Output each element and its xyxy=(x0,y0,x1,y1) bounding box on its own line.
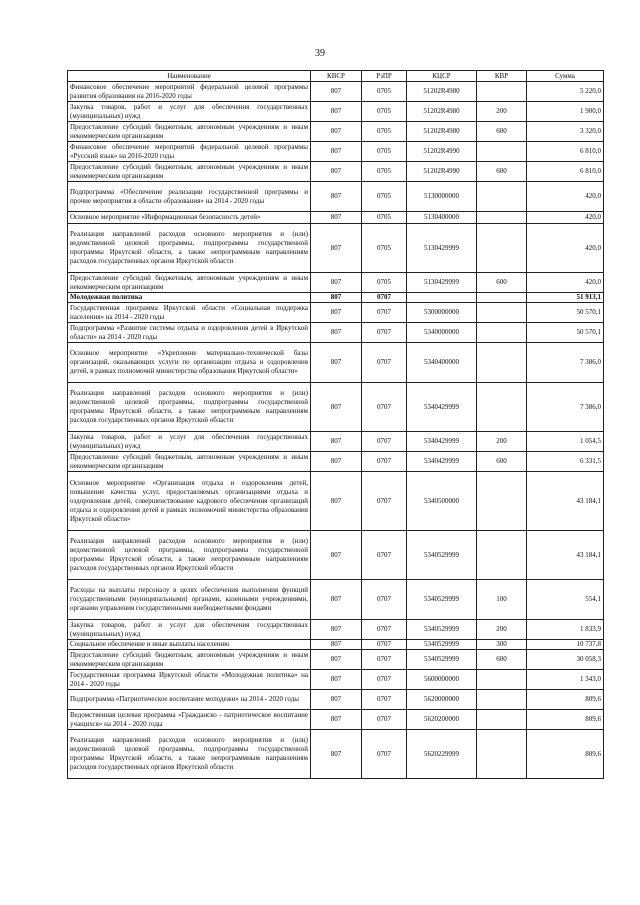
row-name: Предоставление субсидий бюджетным, автономным учреждениям и иным некоммерческим организациям xyxy=(68,162,311,182)
row-kvr: 200 xyxy=(477,102,527,122)
page-number: 39 xyxy=(315,48,325,59)
row-kvsr: 807 xyxy=(311,531,362,580)
row-kvsr: 807 xyxy=(311,580,362,620)
row-rzpr: 0707 xyxy=(362,710,407,730)
row-rzpr: 0707 xyxy=(362,452,407,472)
row-kvsr: 807 xyxy=(311,122,362,142)
table-row xyxy=(68,640,604,650)
row-kcsr: 5340529999 xyxy=(407,640,477,650)
row-sum: 6 810,0 xyxy=(527,162,604,182)
row-kvsr: 807 xyxy=(311,303,362,323)
row-kcsr: 5600000000 xyxy=(407,670,477,690)
row-kcsr: 51202R4990 xyxy=(407,142,477,162)
table-row xyxy=(68,710,604,730)
row-name: Реализация направлений расходов основного мероприятия и (или) ведомственной целевой программы, подпрограммы государственной программы Иркутской области, а также непрограммным направлениям расходов государственных органов Иркутской области xyxy=(68,531,311,580)
table-row xyxy=(68,122,604,142)
row-kcsr: 5340429999 xyxy=(407,432,477,452)
row-kvr xyxy=(477,383,527,432)
row-name: Финансовое обеспечение мероприятий федеральной целевой программы «Русский язык» на 2016-2020 годы xyxy=(68,142,311,162)
header-kvr: КВР xyxy=(477,71,527,82)
row-kvsr: 807 xyxy=(311,182,362,212)
row-kcsr: 5340000000 xyxy=(407,323,477,343)
row-rzpr: 0705 xyxy=(362,162,407,182)
row-sum: 420,0 xyxy=(527,273,604,293)
table-row xyxy=(68,224,604,273)
row-kvr: 600 xyxy=(477,162,527,182)
row-sum: 809,6 xyxy=(527,730,604,779)
row-rzpr: 0707 xyxy=(362,432,407,452)
row-sum: 1 054,5 xyxy=(527,432,604,452)
row-rzpr: 0707 xyxy=(362,580,407,620)
row-kvr xyxy=(477,142,527,162)
row-rzpr: 0707 xyxy=(362,383,407,432)
row-name: Предоставление субсидий бюджетным, автономным учреждениям и иным некоммерческим организациям xyxy=(68,273,311,293)
row-sum: 43 184,1 xyxy=(527,472,604,531)
row-kvr xyxy=(477,690,527,710)
row-name: Расходы на выплаты персоналу в целях обеспечения выполнения функций государственными (муниципальными) органами, казенными учреждениями, органами управления государственными внебюджетными фондами xyxy=(68,580,311,620)
row-kcsr: 5340529999 xyxy=(407,531,477,580)
table-row xyxy=(68,82,604,102)
row-sum: 50 570,1 xyxy=(527,303,604,323)
row-sum: 809,6 xyxy=(527,690,604,710)
row-kvsr: 807 xyxy=(311,670,362,690)
header-kcsr: КЦСР xyxy=(407,71,477,82)
row-name: Реализация направлений расходов основного мероприятия и (или) ведомственной целевой программы, подпрограммы государственной программы Иркутской области, а также непрограммным направлениям расходов государственных органов Иркутской области xyxy=(68,730,311,779)
row-kcsr: 5300000000 xyxy=(407,303,477,323)
row-kvr xyxy=(477,303,527,323)
row-kvsr: 807 xyxy=(311,212,362,224)
row-kvr: 600 xyxy=(477,650,527,670)
row-name: Основное мероприятие «Информационная безопасность детей» xyxy=(68,212,311,224)
row-name: Предоставление субсидий бюджетным, автономным учреждениям и иным некоммерческим организациям xyxy=(68,452,311,472)
table-row xyxy=(68,182,604,212)
row-rzpr: 0707 xyxy=(362,650,407,670)
row-rzpr: 0705 xyxy=(362,182,407,212)
row-sum: 1 343,0 xyxy=(527,670,604,690)
row-kcsr: 5340529999 xyxy=(407,580,477,620)
table-row xyxy=(68,580,604,620)
row-sum: 50 570,1 xyxy=(527,323,604,343)
row-kvr xyxy=(477,323,527,343)
row-kvr xyxy=(477,343,527,383)
table-row xyxy=(68,452,604,472)
row-kcsr: 5620200000 xyxy=(407,710,477,730)
row-kcsr: 5340429999 xyxy=(407,452,477,472)
row-kcsr: 51202R4980 xyxy=(407,82,477,102)
row-kcsr: 5130429999 xyxy=(407,224,477,273)
row-rzpr: 0707 xyxy=(362,670,407,690)
row-kvsr: 807 xyxy=(311,224,362,273)
row-sum: 420,0 xyxy=(527,212,604,224)
row-sum: 1 900,0 xyxy=(527,102,604,122)
row-name: Закупка товаров, работ и услуг для обеспечения государственных (муниципальных) нужд xyxy=(68,102,311,122)
row-name: Финансовое обеспечение мероприятий федеральной целевой программы развития образования на 2016-2020 годы xyxy=(68,82,311,102)
row-kvr: 600 xyxy=(477,122,527,142)
table-row xyxy=(68,670,604,690)
row-kvsr: 807 xyxy=(311,102,362,122)
row-kvsr: 807 xyxy=(311,293,362,303)
row-kvsr: 807 xyxy=(311,730,362,779)
row-sum: 5 220,0 xyxy=(527,82,604,102)
table-row xyxy=(68,343,604,383)
row-name: Государственная программа Иркутской области «Социальная поддержка населения» на 2014 - 2020 годы xyxy=(68,303,311,323)
row-kvsr: 807 xyxy=(311,162,362,182)
row-name: Основное мероприятие «Укрепление материально-технической базы организаций, оказывающих услуги по организации отдыха и оздоровления детей, в рамках полномочий министерства образования Иркутской области» xyxy=(68,343,311,383)
row-rzpr: 0707 xyxy=(362,531,407,580)
row-kvsr: 807 xyxy=(311,452,362,472)
row-kcsr: 5340400000 xyxy=(407,343,477,383)
row-kvsr: 807 xyxy=(311,343,362,383)
row-rzpr: 0705 xyxy=(362,224,407,273)
row-kvr xyxy=(477,710,527,730)
row-kvr xyxy=(477,293,527,303)
row-kvr xyxy=(477,472,527,531)
table-row xyxy=(68,531,604,580)
table-row xyxy=(68,432,604,452)
row-sum: 420,0 xyxy=(527,182,604,212)
row-kvsr: 807 xyxy=(311,710,362,730)
row-kcsr: 5130000000 xyxy=(407,182,477,212)
row-kvr: 200 xyxy=(477,432,527,452)
row-kvr xyxy=(477,730,527,779)
row-sum: 7 386,0 xyxy=(527,383,604,432)
row-kvr xyxy=(477,182,527,212)
row-kvsr: 807 xyxy=(311,690,362,710)
row-rzpr: 0707 xyxy=(362,730,407,779)
row-kvr xyxy=(477,531,527,580)
header-rzpr: РзПР xyxy=(362,71,407,82)
row-kvr xyxy=(477,212,527,224)
table-row xyxy=(68,273,604,293)
table-header-row xyxy=(68,71,604,82)
row-sum: 51 913,1 xyxy=(527,293,604,303)
row-kvr: 200 xyxy=(477,620,527,640)
row-rzpr: 0707 xyxy=(362,303,407,323)
row-kvr xyxy=(477,224,527,273)
row-sum: 6 331,5 xyxy=(527,452,604,472)
row-kvsr: 807 xyxy=(311,273,362,293)
row-rzpr: 0705 xyxy=(362,102,407,122)
row-rzpr: 0707 xyxy=(362,343,407,383)
row-name: Закупка товаров, работ и услуг для обеспечения государственных (муниципальных) нужд xyxy=(68,620,311,640)
table-row xyxy=(68,162,604,182)
header-sum: Сумма xyxy=(527,71,604,82)
row-sum: 6 810,0 xyxy=(527,142,604,162)
row-kvsr: 807 xyxy=(311,82,362,102)
table-row xyxy=(68,730,604,779)
header-name: Наименование xyxy=(68,71,311,82)
row-sum: 420,0 xyxy=(527,224,604,273)
row-kvr xyxy=(477,82,527,102)
row-sum: 43 184,1 xyxy=(527,531,604,580)
row-kcsr: 5130429999 xyxy=(407,273,477,293)
row-kcsr: 5340500000 xyxy=(407,472,477,531)
row-name: Ведомственная целевая программа «Гражданско - патриотическое воспитание учащихся» на 2014 - 2020 годы xyxy=(68,710,311,730)
row-kvsr: 807 xyxy=(311,142,362,162)
row-name: Социальное обеспечение и иные выплаты населению xyxy=(68,640,311,650)
table-row xyxy=(68,472,604,531)
row-kvsr: 807 xyxy=(311,383,362,432)
row-kvsr: 807 xyxy=(311,432,362,452)
row-name: Закупка товаров, работ и услуг для обеспечения государственных (муниципальных) нужд xyxy=(68,432,311,452)
row-name: Государственная программа Иркутской области «Молодежная политика» на 2014 - 2020 годы xyxy=(68,670,311,690)
row-rzpr: 0705 xyxy=(362,82,407,102)
row-kvsr: 807 xyxy=(311,650,362,670)
row-kcsr: 51202R4980 xyxy=(407,122,477,142)
row-rzpr: 0705 xyxy=(362,273,407,293)
row-name: Предоставление субсидий бюджетным, автономным учреждениям и иным некоммерческим организациям xyxy=(68,650,311,670)
table-row xyxy=(68,650,604,670)
row-rzpr: 0707 xyxy=(362,293,407,303)
row-name: Реализация направлений расходов основного мероприятия и (или) ведомственной целевой программы, подпрограммы государственной программы Иркутской области, а также непрограммным направлениям расходов государственных органов Иркутской области xyxy=(68,224,311,273)
table-row xyxy=(68,102,604,122)
header-kvsr: КВСР xyxy=(311,71,362,82)
row-sum: 809,6 xyxy=(527,710,604,730)
row-rzpr: 0705 xyxy=(362,122,407,142)
row-kvsr: 807 xyxy=(311,620,362,640)
row-kcsr: 51202R4980 xyxy=(407,102,477,122)
row-sum: 10 737,8 xyxy=(527,640,604,650)
row-rzpr: 0707 xyxy=(362,690,407,710)
table-row xyxy=(68,620,604,640)
table-row xyxy=(68,212,604,224)
row-sum: 7 386,0 xyxy=(527,343,604,383)
row-kvr: 600 xyxy=(477,273,527,293)
row-rzpr: 0707 xyxy=(362,640,407,650)
table-row xyxy=(68,323,604,343)
row-rzpr: 0705 xyxy=(362,142,407,162)
row-kcsr: 5620000000 xyxy=(407,690,477,710)
row-rzpr: 0707 xyxy=(362,323,407,343)
row-name: Подпрограмма «Развитие системы отдыха и оздоровления детей в Иркутской области» на 2014 - 2020 годы xyxy=(68,323,311,343)
row-kcsr: 5340529999 xyxy=(407,650,477,670)
row-kvr xyxy=(477,670,527,690)
row-kcsr: 5620229999 xyxy=(407,730,477,779)
row-kvr: 600 xyxy=(477,452,527,472)
table-row xyxy=(68,142,604,162)
row-name: Подпрограмма «Обеспечение реализации государственной программы и прочие мероприятия в области образования» на 2014 - 2020 годы xyxy=(68,182,311,212)
row-name: Основное мероприятие «Организация отдыха и оздоровления детей, повышение качества услуг, предоставляемых организациями отдыха и оздоровления детей, совершенствование кадрового обеспечения организаций отдыха и оздоровления детей в рамках полномочий министерства образования Иркутской области» xyxy=(68,472,311,531)
row-rzpr: 0707 xyxy=(362,472,407,531)
row-name: Реализация направлений расходов основного мероприятия и (или) ведомственной целевой программы, подпрограммы государственной программы Иркутской области, а также непрограммным направлениям расходов государственных органов Иркутской области xyxy=(68,383,311,432)
row-kvsr: 807 xyxy=(311,472,362,531)
row-name: Подпрограмма «Патриотическое воспитание молодежи» на 2014 - 2020 годы xyxy=(68,690,311,710)
table-row xyxy=(68,690,604,710)
row-kcsr: 5340429999 xyxy=(407,383,477,432)
row-rzpr: 0707 xyxy=(362,620,407,640)
row-rzpr: 0705 xyxy=(362,212,407,224)
row-sum: 3 320,0 xyxy=(527,122,604,142)
row-name: Молодежная политика xyxy=(68,293,311,303)
row-kvr: 300 xyxy=(477,640,527,650)
row-sum: 30 058,3 xyxy=(527,650,604,670)
row-kcsr: 5340529999 xyxy=(407,620,477,640)
row-kcsr: 51202R4990 xyxy=(407,162,477,182)
row-sum: 1 833,9 xyxy=(527,620,604,640)
row-kvr: 100 xyxy=(477,580,527,620)
table-row xyxy=(68,303,604,323)
row-kvsr: 807 xyxy=(311,323,362,343)
row-kvsr: 807 xyxy=(311,640,362,650)
table-row xyxy=(68,293,604,303)
row-kcsr: 5130400000 xyxy=(407,212,477,224)
budget-table xyxy=(67,70,604,779)
row-kcsr xyxy=(407,293,477,303)
row-name: Предоставление субсидий бюджетным, автономным учреждениям и иным некоммерческим организациям xyxy=(68,122,311,142)
table-row xyxy=(68,383,604,432)
row-sum: 554,1 xyxy=(527,580,604,620)
